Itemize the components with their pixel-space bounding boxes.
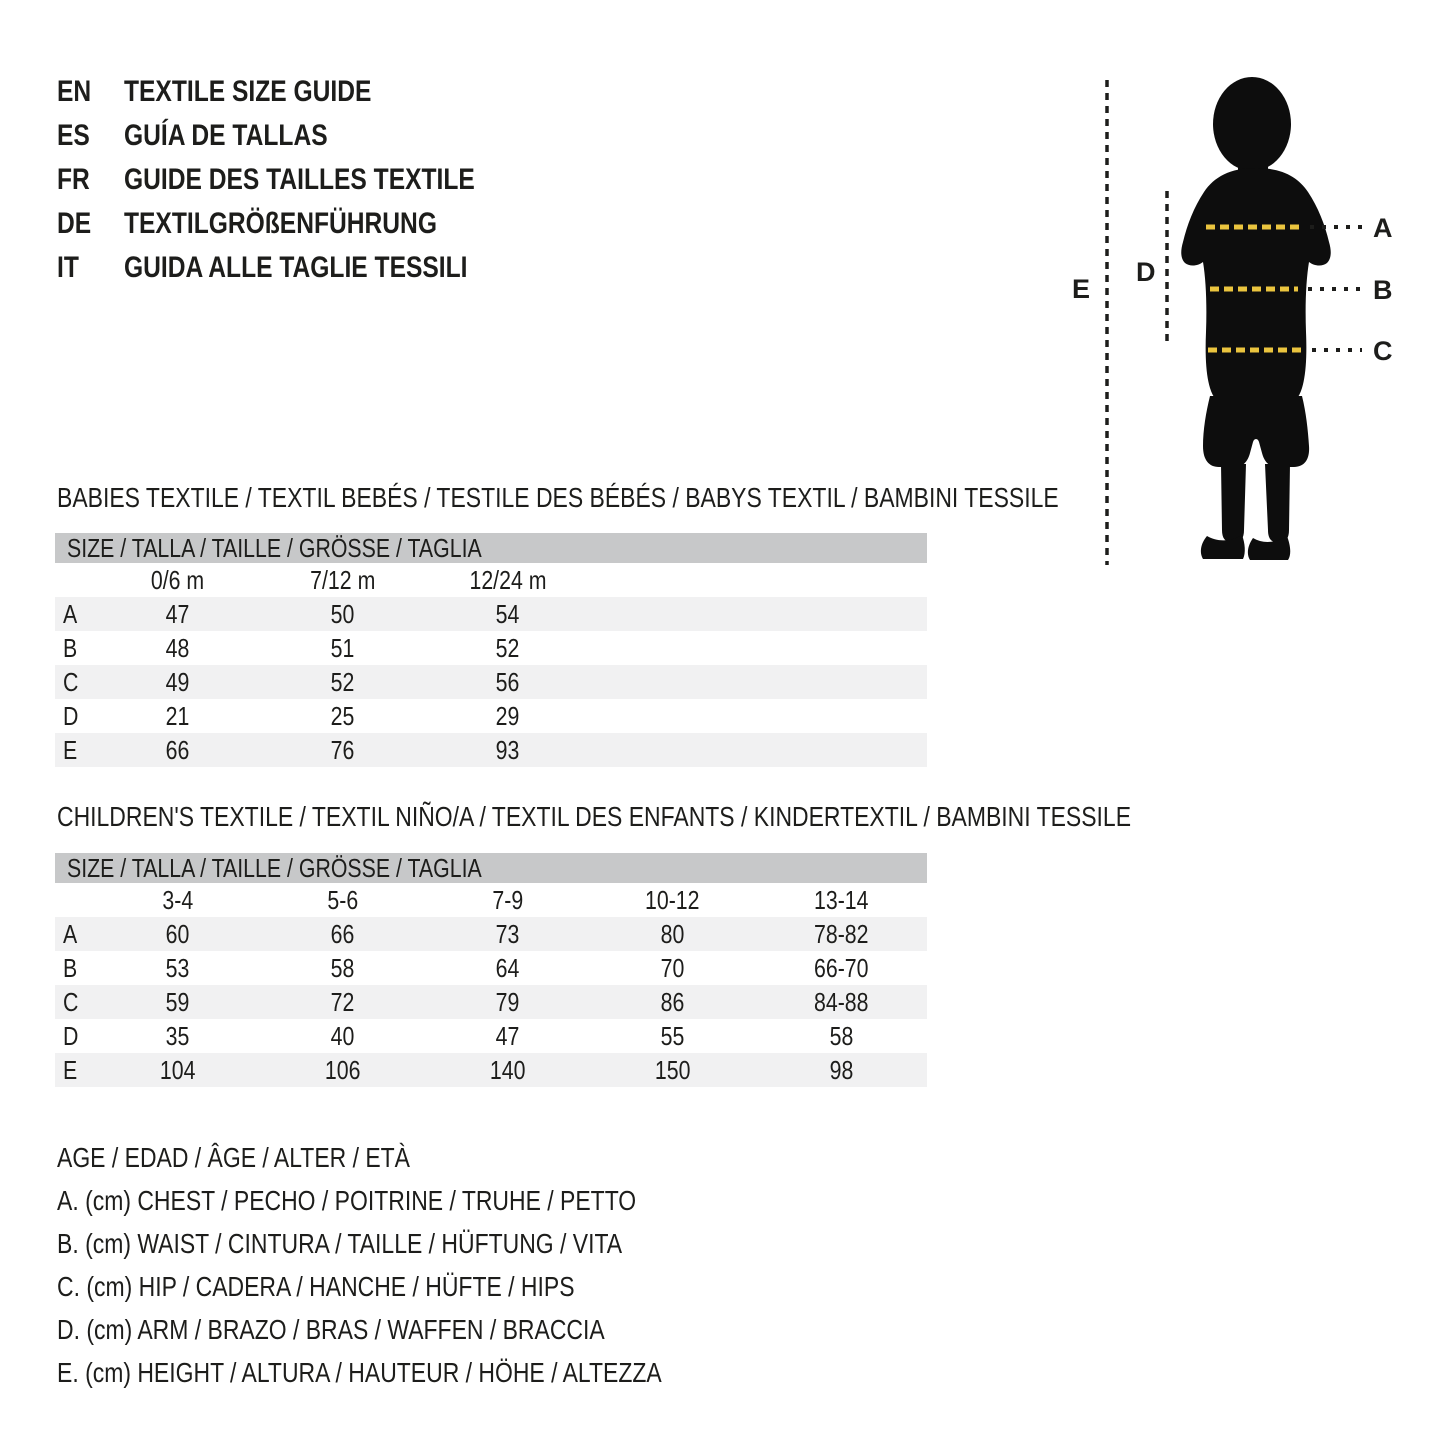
page-title-en: TEXTILE SIZE GUIDE — [124, 75, 372, 108]
column-header: 12/24 m — [468, 564, 547, 595]
cell-value: 104 — [159, 1054, 196, 1085]
legend-height: E. (cm) HEIGHT / ALTURA / HAUTEUR / HÖHE / ALTEZZA — [57, 1357, 662, 1388]
legend-hip: C. (cm) HIP / CADERA / HANCHE / HÜFTE / HIPS — [57, 1271, 575, 1302]
table-row-a — [55, 597, 927, 631]
row-label: D — [63, 1020, 79, 1051]
cell-value: 47 — [495, 1020, 520, 1051]
cell-value: 84-88 — [813, 986, 869, 1017]
table-row-a — [55, 917, 927, 951]
cell-value: 140 — [489, 1054, 526, 1085]
silhouette-right-shoe — [1248, 536, 1290, 560]
table-row-d — [55, 1019, 927, 1053]
cell-value: 53 — [165, 952, 190, 983]
row-label: E — [63, 1054, 78, 1085]
row-label: A — [63, 918, 78, 949]
arm-label: D — [1136, 257, 1156, 287]
cell-value: 98 — [829, 1054, 853, 1085]
row-label: B — [63, 952, 78, 983]
cell-value: 66 — [165, 734, 190, 765]
babies-section-title: BABIES TEXTILE / TEXTIL BEBÉS / TESTILE DES BÉBÉS / BABYS TEXTIL / BAMBINI TESSILE — [57, 482, 1059, 513]
height-label: E — [1072, 274, 1091, 304]
size-header-label: SIZE / TALLA / TAILLE / GRÖSSE / TAGLIA — [67, 852, 482, 883]
cell-value: 72 — [330, 986, 355, 1017]
silhouette-left-shoe — [1201, 535, 1245, 559]
cell-value: 73 — [495, 918, 520, 949]
language-header-block — [57, 70, 552, 290]
table-row-b — [55, 951, 927, 985]
cell-value: 80 — [660, 918, 685, 949]
cell-value: 48 — [165, 632, 190, 663]
silhouette-shirt — [1181, 168, 1330, 404]
silhouette-shorts — [1203, 396, 1309, 467]
measurement-legend — [57, 1136, 794, 1394]
legend-chest: A. (cm) CHEST / PECHO / POITRINE / TRUHE / PETTO — [57, 1185, 637, 1216]
chest-label: A — [1373, 213, 1393, 243]
column-header: 7-9 — [492, 884, 523, 915]
cell-value: 56 — [495, 666, 520, 697]
hip-label: C — [1373, 336, 1393, 366]
language-code: DE — [57, 207, 92, 240]
cell-value: 59 — [165, 986, 190, 1017]
cell-value: 60 — [165, 918, 190, 949]
babies-size-header-bar — [55, 533, 927, 563]
language-row-de — [57, 202, 552, 246]
cell-value: 66 — [330, 918, 355, 949]
cell-value: 86 — [660, 986, 685, 1017]
cell-value: 35 — [165, 1020, 190, 1051]
page-title-de: TEXTILGRÖßENFÜHRUNG — [124, 207, 437, 240]
language-code: IT — [57, 251, 79, 284]
language-row-es — [57, 114, 552, 158]
legend-waist: B. (cm) WAIST / CINTURA / TAILLE / HÜFTUNG / VITA — [57, 1228, 623, 1259]
cell-value: 52 — [330, 666, 355, 697]
row-label: B — [63, 632, 78, 663]
cell-value: 54 — [495, 598, 520, 629]
measurement-figure — [1060, 70, 1400, 595]
column-header: 13-14 — [813, 884, 869, 915]
table-row-b — [55, 631, 927, 665]
language-code: FR — [57, 163, 90, 196]
babies-size-table — [55, 533, 927, 767]
cell-value: 70 — [660, 952, 685, 983]
cell-value: 79 — [495, 986, 520, 1017]
row-label: A — [63, 598, 78, 629]
cell-value: 25 — [330, 700, 355, 731]
cell-value: 47 — [165, 598, 190, 629]
cell-value: 29 — [495, 700, 520, 731]
language-row-it — [57, 246, 552, 290]
cell-value: 66-70 — [813, 952, 869, 983]
waist-label: B — [1373, 275, 1393, 305]
size-header-label: SIZE / TALLA / TAILLE / GRÖSSE / TAGLIA — [67, 532, 482, 563]
table-row-c — [55, 985, 927, 1019]
children-section-title: CHILDREN'S TEXTILE / TEXTIL NIÑO/A / TEXTIL DES ENFANTS / KINDERTEXTIL / BAMBINI TESSILE — [57, 801, 1132, 832]
column-header: 5-6 — [327, 884, 358, 915]
cell-value: 58 — [330, 952, 355, 983]
language-row-en — [57, 70, 552, 114]
children-size-header-bar — [55, 853, 927, 883]
table-row-c — [55, 665, 927, 699]
row-label: D — [63, 700, 79, 731]
cell-value: 106 — [324, 1054, 361, 1085]
cell-value: 55 — [660, 1020, 685, 1051]
cell-value: 64 — [495, 952, 520, 983]
table-row-e — [55, 1053, 927, 1087]
row-label: E — [63, 734, 78, 765]
page-title-es: GUÍA DE TALLAS — [124, 119, 328, 152]
language-code: EN — [57, 75, 92, 108]
cell-value: 150 — [654, 1054, 691, 1085]
language-code: ES — [57, 119, 90, 152]
cell-value: 76 — [330, 734, 355, 765]
cell-value: 52 — [495, 632, 520, 663]
babies-column-header-row — [55, 563, 927, 597]
column-header: 10-12 — [645, 884, 700, 915]
children-size-table — [55, 853, 927, 1087]
cell-value: 58 — [829, 1020, 853, 1051]
row-label: C — [63, 986, 79, 1017]
cell-value: 21 — [165, 700, 190, 731]
column-header: 7/12 m — [309, 564, 376, 595]
column-header: 0/6 m — [150, 564, 205, 595]
legend-arm: D. (cm) ARM / BRAZO / BRAS / WAFFEN / BRACCIA — [57, 1314, 605, 1345]
row-label: C — [63, 666, 79, 697]
cell-value: 51 — [330, 632, 355, 663]
cell-value: 40 — [330, 1020, 355, 1051]
table-row-e — [55, 733, 927, 767]
children-column-header-row — [55, 883, 927, 917]
cell-value: 50 — [330, 598, 355, 629]
page-title-it: GUIDA ALLE TAGLIE TESSILI — [124, 251, 468, 284]
table-row-d — [55, 699, 927, 733]
page-title-fr: GUIDE DES TAILLES TEXTILE — [124, 163, 475, 196]
cell-value: 93 — [495, 734, 520, 765]
column-header: 3-4 — [162, 884, 193, 915]
cell-value: 49 — [165, 666, 190, 697]
language-row-fr — [57, 158, 552, 202]
cell-value: 78-82 — [813, 918, 869, 949]
legend-age: AGE / EDAD / ÂGE / ALTER / ETÀ — [57, 1142, 411, 1173]
